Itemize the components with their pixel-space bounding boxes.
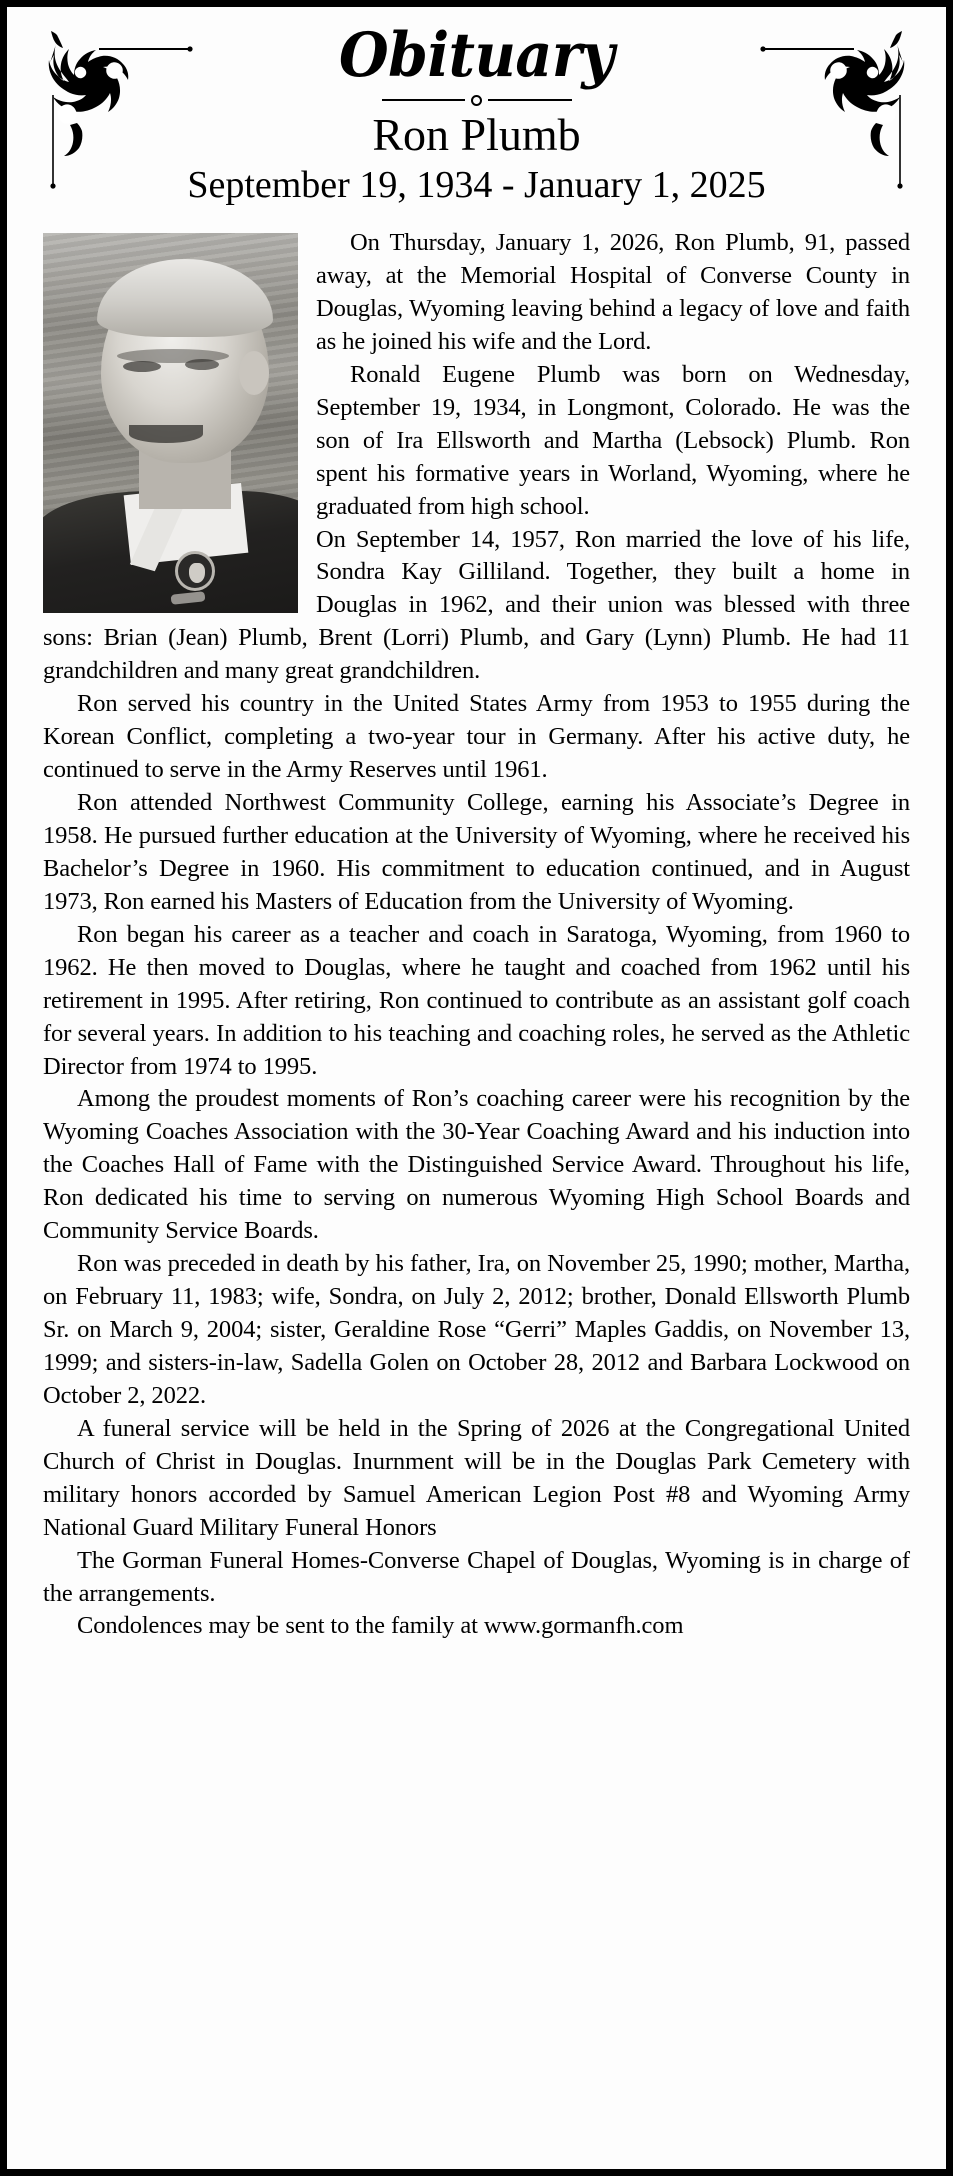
portrait-jacket-crest	[175, 551, 215, 591]
obituary-body	[43, 227, 910, 1643]
deceased-dates: September 19, 1934 - January 1, 2025	[187, 164, 766, 207]
masthead	[43, 21, 910, 207]
deceased-name: Ron Plumb	[372, 109, 581, 160]
paragraph-education: Ron attended Northwest Community College, earning his Associate’s Degree in 1958. He pursued further education at the University of Wyoming, where he received his Bachelor’s Degree in 1960. His commitment to education continued, and in August 1973, Ron earned his Masters of Education from the University of Wyoming.	[43, 789, 910, 915]
paragraph-military: Ron served his country in the United States Army from 1953 to 1955 during the Korean Conflict, completing a two-year tour in Germany. After his active duty, he continued to serve in the Army Reserves until 1961.	[43, 690, 910, 784]
portrait-ear	[239, 351, 269, 395]
portrait-mouth	[129, 425, 203, 443]
paragraph-funeral-home: The Gorman Funeral Homes-Converse Chapel of Douglas, Wyoming is in charge of the arrangements.	[43, 1546, 910, 1607]
heart-divider-ornament	[382, 93, 572, 107]
paragraph-birth: Ronald Eugene Plumb was born on Wednesday, September 19, 1934, in Longmont, Colorado. He was the son of Ira Ellsworth and Martha (Lebsock) Plumb. Ron spent his formative years in Worland, Wyoming, where he graduated from high school.	[316, 360, 910, 520]
divider-bar-left	[382, 99, 466, 101]
paragraph-career: Ron began his career as a teacher and coach in Saratoga, Wyoming, from 1960 to 1962. He then moved to Douglas, where he taught and coached from 1962 until his retirement in 1995. After retiring, Ron continued to contribute as an assistant golf coach for several years. In addition to his teaching and coaching roles, he served as the Athletic Director from 1974 to 1995.	[43, 920, 910, 1080]
obituary-inner-frame	[7, 7, 946, 2169]
obituary-title: Obituary	[338, 19, 615, 92]
paragraph-marriage: On September 14, 1957, Ron married the love of his life, Sondra Kay Gilliland. Together, they built a home in Douglas in 1962, and their union was blessed with three sons: Brian (Jean) Plumb, Brent (Lorri) Plumb, and Gary (Lynn) Plumb. He had 11 grandchildren and many great grandchildren.	[43, 525, 910, 685]
paragraph-honors: Among the proudest moments of Ron’s coaching career were his recognition by the Wyoming Coaches Association with the 30-Year Coaching Award and his induction into the Coaches Hall of Fame with the Distinguished Service Award. Throughout his life, Ron dedicated his time to serving on numerous Wyoming High School Boards and Community Service Boards.	[43, 1085, 910, 1245]
paragraph-passing: On Thursday, January 1, 2026, Ron Plumb, 91, passed away, at the Memorial Hospital of Converse County in Douglas, Wyoming leaving behind a legacy of love and faith as he joined his wife and the Lord.	[316, 229, 910, 355]
paragraph-preceded: Ron was preceded in death by his father, Ira, on November 25, 1990; mother, Martha, on February 11, 1983; wife, Sondra, on July 2, 2012; brother, Donald Ellsworth Plumb Sr. on March 9, 2004; sister, Geraldine Rose “Gerri” Maples Gaddis, on November 13, 1999; and sisters-in-law, Sadella Golen on October 28, 2012 and Barbara Lockwood on October 2, 2022.	[43, 1250, 910, 1409]
paragraph-service: A funeral service will be held in the Spring of 2026 at the Congregational United Church of Christ in Douglas. Inurnment will be in the Douglas Park Cemetery with military honors accorded by Samuel American Legion Post #8 and Wyoming Army National Guard Military Funeral Honors	[43, 1414, 910, 1541]
divider-bar-right	[488, 99, 572, 101]
portrait-photo	[43, 233, 298, 613]
divider-dot	[471, 95, 482, 106]
paragraph-condolences: Condolences may be sent to the family at www.gormanfh.com	[77, 1612, 684, 1640]
